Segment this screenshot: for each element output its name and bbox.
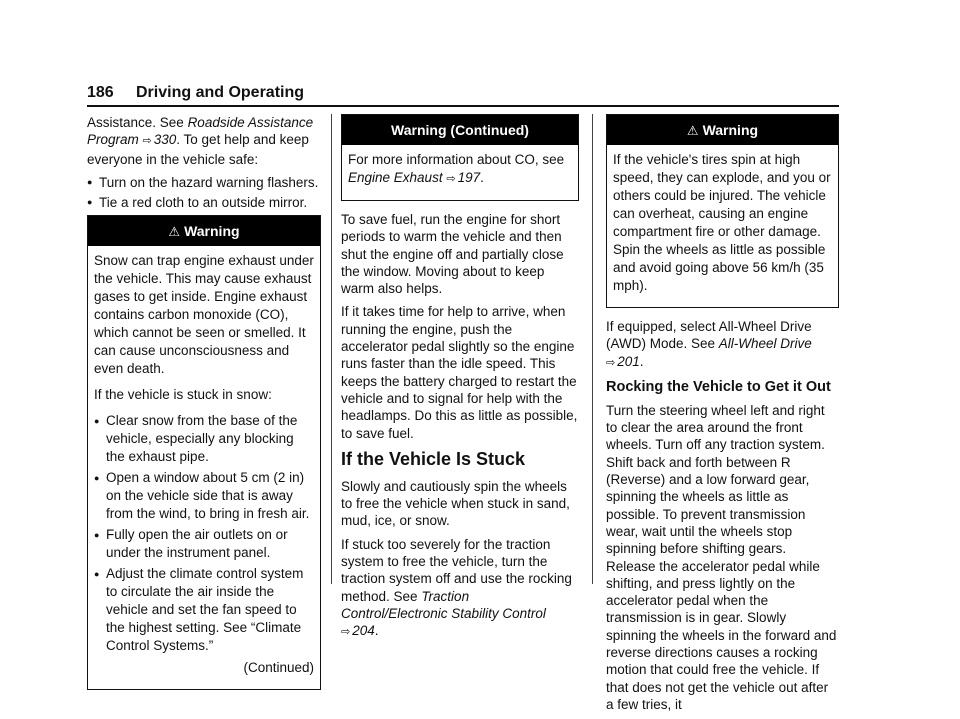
column-2 xyxy=(341,114,579,648)
warning-body xyxy=(342,145,578,200)
page-ref-arrow-icon: ⇨ xyxy=(446,173,456,185)
page-ref-201[interactable]: 201 xyxy=(617,353,640,369)
page-number: 186 xyxy=(87,84,114,101)
all-wheel-drive-link[interactable]: All-Wheel Drive xyxy=(718,336,812,352)
column-divider xyxy=(331,114,332,584)
list-item: ● Turn on the hazard warning flashers. xyxy=(87,174,321,191)
list-item: ● Tie a red cloth to an outside mirror. xyxy=(87,194,321,211)
page-ref-arrow-icon: ⇨ xyxy=(606,356,616,369)
engine-exhaust-link[interactable]: Engine Exhaust xyxy=(348,170,443,185)
warning-text: Snow can trap engine exhaust under the vehicle. This may cause exhaust gases to get inside. Engine exhaust contains carbon monoxide (CO), which cannot be seen or smelled. It can cause unconsciousness and even death. xyxy=(94,253,314,377)
paragraph: To save fuel, run the engine for short periods to warm the vehicle and then shut the engine off and partially close the window. Moving about to keep warm also helps. xyxy=(341,212,564,297)
column-divider xyxy=(592,114,593,584)
warning-body xyxy=(607,145,838,307)
warning-icon: ⚠ xyxy=(168,224,181,240)
warning-box-exhaust xyxy=(87,215,321,690)
header-rule xyxy=(87,105,839,107)
paragraph: If it takes time for help to arrive, when running the engine, push the accelerator pedal slightly so the engine runs faster than the idle speed. This keeps the battery charged to restart the vehicle and to signal for help with the headlamps. Do this as little as possible, to save fuel. xyxy=(341,304,578,441)
warning-text: For more information about CO, see Engine Exhaust ⇨ 197. xyxy=(348,152,565,185)
page-header xyxy=(87,84,839,106)
traction-control-link[interactable]: Traction Control/Electronic Stability Control xyxy=(341,588,546,621)
page-ref-arrow-icon: ⇨ xyxy=(341,626,351,639)
warning-text: If the vehicle's tires spin at high speed, they can explode, and you or others could be injured. The vehicle can overheat, causing an engine compartment fire or other damage. Spin the wheels as little as possible and avoid going above 56 km/h (35 mph). xyxy=(613,152,831,293)
page-ref-197[interactable]: 197 xyxy=(457,170,481,185)
list-item: ● Fully open the air outlets on or under the instrument panel. xyxy=(94,526,314,562)
paragraph: Turn the steering wheel left and right to clear the area around the front wheels. Turn off any traction system. Shift back and forth between R (Reverse) and a low forward gear, spinning the wheels as little as possible. To prevent transmission wear, wait until the wheels stop spinning before shifting gears. Release the accelerator pedal while shifting, and press lightly on the accelerator pedal when the transmission is in gear. Slowly spinning the wheels in the forward and reverse directions causes a rocking motion that could free the vehicle. If that does not get the vehicle out after a few tries, it xyxy=(606,402,837,712)
paragraph: Slowly and cautiously spin the wheels to free the vehicle when stuck in sand, mud, ice, or snow. xyxy=(341,478,570,529)
paragraph: If equipped, select All-Wheel Drive (AWD) Mode. See All-Wheel Drive ⇨ 201. xyxy=(606,319,812,369)
roadside-assistance-link[interactable]: Roadside Assistance Program xyxy=(87,115,314,148)
warning-box-continued xyxy=(341,114,579,201)
warning-list xyxy=(94,412,314,655)
warning-box-tires xyxy=(606,114,839,308)
list-item: ● Open a window about 5 cm (2 in) on the vehicle side that is away from the wind, to bring in fresh air. xyxy=(94,469,314,523)
page-ref-330[interactable]: 330 xyxy=(153,132,177,148)
column-3 xyxy=(606,114,839,719)
section-heading: If the Vehicle Is Stuck xyxy=(341,448,526,469)
list-item: ● Clear snow from the base of the vehicle, especially any blocking the exhaust pipe. xyxy=(94,412,314,466)
warning-text: If the vehicle is stuck in snow: xyxy=(94,387,272,403)
safety-list xyxy=(87,174,321,212)
continued-label: (Continued) xyxy=(243,660,314,676)
warning-header: Warning (Continued) xyxy=(342,115,578,145)
page-ref-arrow-icon: ⇨ xyxy=(142,135,152,148)
paragraph: If stuck too severely for the traction system to free the vehicle, turn the traction system off and use the rocking method. See Traction Control/Electronic Stability Control ⇨ 204. xyxy=(341,536,572,639)
page-ref-204[interactable]: 204 xyxy=(352,623,375,639)
section-title: Driving and Operating xyxy=(136,84,305,101)
subsection-heading: Rocking the Vehicle to Get it Out xyxy=(606,378,831,395)
column-1 xyxy=(87,114,321,700)
warning-header: ⚠ Warning xyxy=(88,216,320,246)
warning-icon: ⚠ xyxy=(686,123,699,138)
warning-header: ⚠ Warning xyxy=(607,115,838,145)
intro-paragraph: Assistance. See Roadside Assistance Program ⇨ 330. To get help and keep everyone in the vehicle safe: xyxy=(87,115,314,167)
warning-body xyxy=(88,246,320,689)
list-item: ● Adjust the climate control system to circulate the air inside the vehicle and set the fan speed to the highest setting. See “Climate Control Systems.” xyxy=(94,565,314,655)
